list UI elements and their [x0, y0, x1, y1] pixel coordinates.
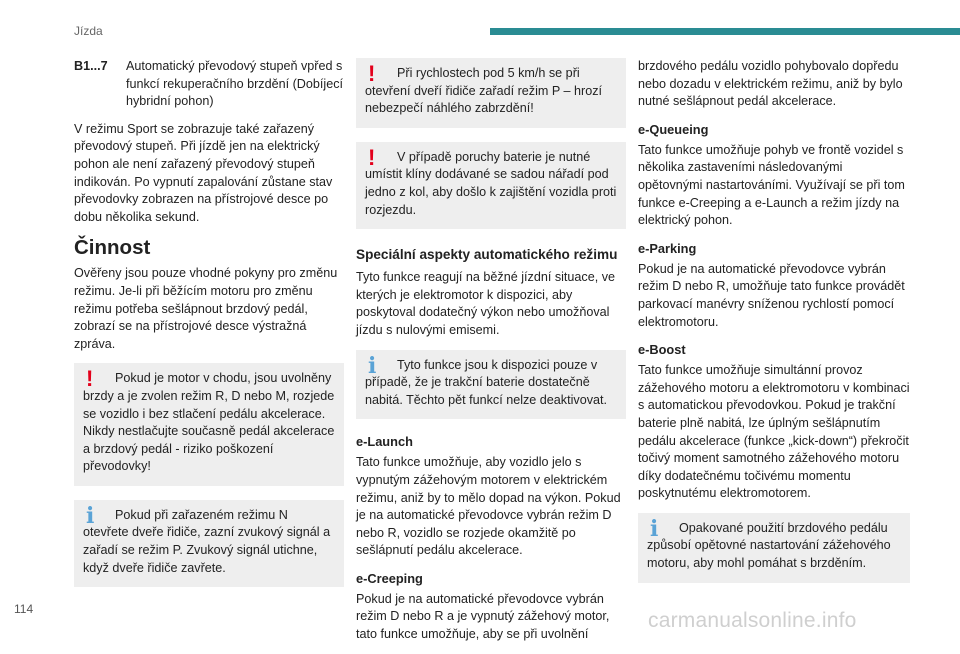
e-queueing-text: Tato funkce umožňuje pohyb ve frontě vozidel s několika zastaveními následovanými opětovnými nastartováními. Využívají se při tom funkce e-Creeping a e-Launch a režim jízdy na elektrický pohon. [638, 142, 905, 228]
info-icon: i [650, 515, 659, 542]
warning-note [74, 363, 344, 486]
heading-e-launch: e-Launch [356, 434, 413, 450]
exclamation-icon: ! [368, 61, 376, 86]
e-boost-text: Tato funkce umožňuje simultánní provoz zážehového motoru a elektromotoru v kombinaci s automatickou převodovkou. Pokud je trakční baterie plně nabitá, lze úplným sešlápnutím pedálu akcelerace (funkce „kick-down“) překročit točivý moment samotného zážehového motoru díky dodatečnému točivému momentu poskytnutému elektromotorem. [638, 363, 910, 501]
warning-note-text: V případě poruchy baterie je nutné umístit klíny dodávané se sadou nářadí pod jedno z kol, aby došlo k zajištění vozidla proti rozjezdu. [365, 149, 617, 217]
info-note-text: Opakované použití brzdového pedálu způsobí opětovné nastartování zážehového motoru, aby mohl pomáhat s brzděním. [647, 520, 891, 571]
exclamation-icon: ! [86, 366, 94, 392]
warning-note [356, 142, 626, 229]
warning-note-text: Při rychlostech pod 5 km/h se při otevření dveří řidiče zařadí režim P – hrozí nebezpečí náhlého zabrzdění! [365, 66, 603, 116]
info-note [74, 500, 344, 587]
info-note [356, 350, 626, 420]
e-creeping-continued: brzdového pedálu vozidlo pohybovalo dopředu nebo dozadu v elektrickém režimu, aniž by bylo nutné sešlápnout pedál akcelerace. [638, 59, 903, 109]
heading-e-parking: e-Parking [638, 240, 697, 256]
heading-e-creeping: e-Creeping [356, 570, 423, 586]
section-heading-cinnost: Činnost [74, 236, 151, 260]
e-launch-text: Tato funkce umožňuje, aby vozidlo jelo s vypnutým zážehovým motorem v elektrickém režimu, aniž by to mělo dopad na výkon. Pokud je na automatické převodovce vybrán režim D nebo R, vozidlo se rozjede okamžitě po sešlápnutí pedálu akcelerace. [356, 455, 621, 558]
cinnost-intro: Ověřeny jsou pouze vhodné pokyny pro změnu režimu. Je-li při běžícím motoru pro změnu režimu potřeba sešlápnout brzdový pedál, zobrazí se na přístrojové desce výstražná zpráva. [74, 266, 338, 351]
column-3 [638, 58, 910, 597]
special-aspects-intro: Tyto funkce reagují na běžné jízdní situace, ve kterých je elektromotor k dispozici, aby poskytoval dodatečný výkon nebo umožňoval jízdu s nulovými emisemi. [356, 270, 616, 337]
header-title: Jízda [74, 24, 103, 38]
info-icon: i [86, 502, 95, 529]
gear-definition [74, 58, 344, 111]
exclamation-icon: ! [368, 144, 376, 170]
section-heading-special-aspects: Speciální aspekty automatického režimu [356, 247, 618, 263]
gear-description: Automatický převodový stupeň vpřed s funkcí rekuperačního brzdění (Dobíjecí hybridní pohon) [126, 59, 344, 109]
info-note-text: Pokud při zařazeném režimu N otevřete dveře řidiče, zazní zvukový signál a zařadí se režim P. Zvukový signál utichne, když dveře řidiče zavřete. [83, 507, 331, 575]
info-note-text: Tyto funkce jsou k dispozici pouze v případě, že je trakční baterie dostatečně nabitá. Těchto pět funkcí nelze deaktivovat. [365, 357, 607, 407]
e-parking-text: Pokud je na automatické převodovce vybrán režim D nebo R, umožňuje tato funkce provádět parkovací manévry sníženou rychlostí pomocí elektromotoru. [638, 261, 905, 329]
sport-mode-paragraph: V režimu Sport se zobrazuje také zařazený převodový stupeň. Při jízdě jen na elektrický pohon ale není zařazený převodový stupeň indikován. Po vypnutí zapalování zůstane stav převodovky zobrazen na přístrojové desce po dobu několika sekund. [74, 121, 333, 224]
header-accent-bar [490, 28, 960, 35]
heading-e-boost: e-Boost [638, 342, 686, 358]
warning-note-text: Pokud je motor v chodu, jsou uvolněny brzdy a je zvolen režim R, D nebo M, rozjede se vozidlo i bez stlačení pedálu akcelerace. Nikdy nestlačujte současně pedál akcelerace a brzdový pedál - riziko poškození převodovky! [83, 371, 335, 474]
e-creeping-text: Pokud je na automatické převodovce vybrán režim D nebo R a je vypnutý zážehový motor, tato funkce umožňuje, aby se při uvolnění [356, 591, 610, 642]
page-number: 114 [14, 602, 34, 616]
watermark: carmanualsonline.info [648, 609, 857, 632]
heading-e-queueing: e-Queueing [638, 121, 709, 137]
column-2 [356, 58, 626, 654]
info-note [638, 513, 910, 583]
warning-note [356, 58, 626, 128]
info-icon: i [368, 352, 377, 379]
column-1 [74, 58, 344, 601]
gear-key: B1...7 [74, 59, 108, 73]
